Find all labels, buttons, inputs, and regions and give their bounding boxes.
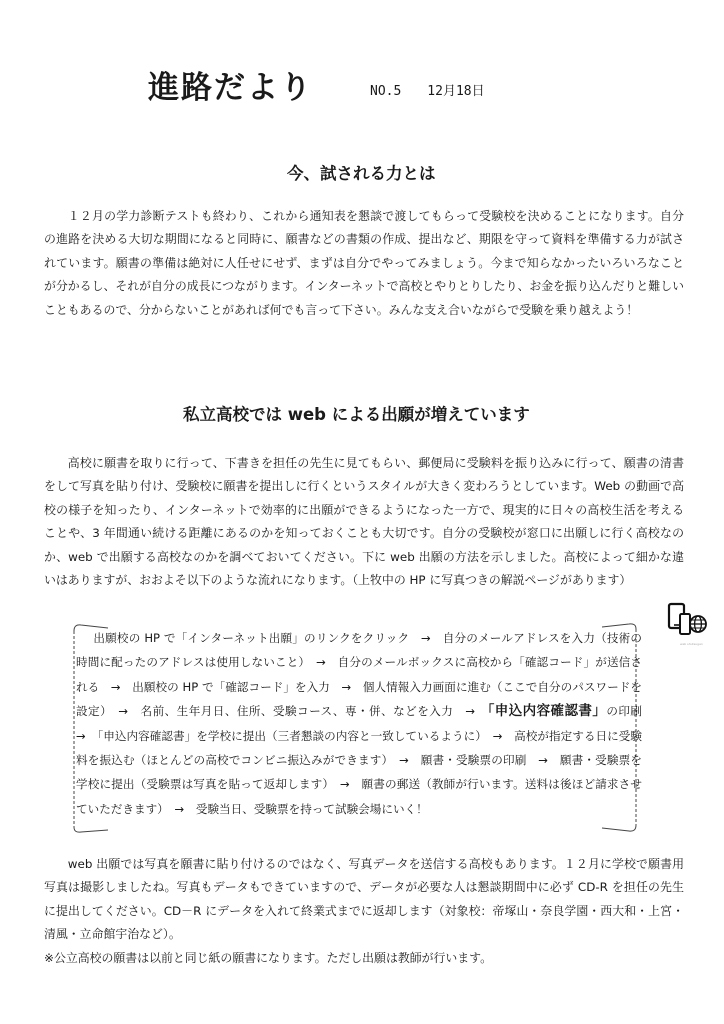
public-school-note: ※公立高校の願書は以前と同じ紙の願書になります。ただし出願は教師が行います。 [44, 950, 493, 965]
flow-steps-part2: の印刷 → 「申込内容確認書」を学校に提出（三者懇談の内容と一致しているように） → 高校が指定する日に受験料を振込む（ほとんどの高校でコンビニ振込みができます） → 願書・受験票の印刷 → 願書・受験票を学校に提出（受験票は写真を貼って返却します） → 願書の郵送（教師が行います。送料は後ほど請求させていただきます） → 受験当日、受験票を持って試験会場にいく！ [76, 704, 654, 816]
section2-body: 高校に願書を取りに行って、下書きを担任の先生に見てもらい、郵便局に受験料を振り込みに行って、願書の清書をして写真を貼り付け、受験校に願書を提出しに行くというスタイルが大きく変わろうとしています。Web の動画で高校の様子を知ったり、インターネットで効率的に出願ができるようになった一方で、現実的に日々の高校生活を考えることや、3 年間通い続ける距離にあるのかを知っておくことも大切です。自分の受験校が窓口に出願しに行く高校なのか、web で出願する高校なのかを調べておいてください。下に web 出願の方法を示しました。高校によって細かな違いはありますが、おおよそ以下のような流れになります。（上牧中の HP に写真つきの解説ページがあります） [44, 456, 684, 588]
flow-emphasis-confirmation-form: 「申込内容確認書」 [487, 703, 607, 720]
tablet-phone-globe-icon [666, 600, 710, 642]
flow-steps-part1: 出願校の HP で「インターネット出願」のリンクをクリック → 自分のメールアドレスを入力（技術の時間に配ったのアドレスは使用しないこと） → 自分のメールボックスに高校から「確認コード」が送信される → 出願校の HP で「確認コード」を入力 → 個人情報入力画面に進む（ここで自分のパスワードを設定） → 名前、生年月日、住所、受験コース、専・併、などを入力 → [76, 631, 642, 719]
newsletter-title: 進路だより [148, 70, 313, 106]
section-heading-web-application: 私立高校では web による出願が増えています [183, 405, 530, 424]
icon-caption: web shutsugan [680, 642, 703, 646]
flow-steps [76, 626, 654, 821]
web-application-flow-box [68, 621, 654, 835]
section-heading-test-of-ability: 今、試される力とは [287, 164, 436, 183]
masthead [148, 62, 568, 110]
photo-data-note: web 出願では写真を願書に貼り付けるのではなく、写真データを送信する高校もあります。１２月に学校で願書用写真は撮影しましたね。写真もデータもできていますので、データが必要な人は懇談期間中に必ず CD-R を担任の先生に提出してください。CD－R にデータを入れて終業式までに返却します（対象校：帝塚山・奈良学園・西大和・上宮・清風・立命館宇治など）。 [44, 857, 684, 942]
photo-data-note-block [44, 853, 684, 970]
section1-body: １２月の学力診断テストも終わり、これから通知表を懇談で渡してもらって受験校を決めることになります。自分の進路を決める大切な期間になると同時に、願書などの書類の作成、提出など、期限を守って資料を準備する力が試されています。願書の準備は絶対に人任せにせず、まずは自分でやってみましょう。今まで知らなかったいろいろなことが分かるし、それが自分の成長につながります。インターネットで高校とやりとりしたり、お金を振り込んだりと難しいこともあるので、分からないことがあれば何でも言って下さい。みんな支え合いながらで受験を乗り越えよう！ [44, 209, 684, 317]
issue-number-date: NO.5 12月18日 [370, 84, 485, 99]
